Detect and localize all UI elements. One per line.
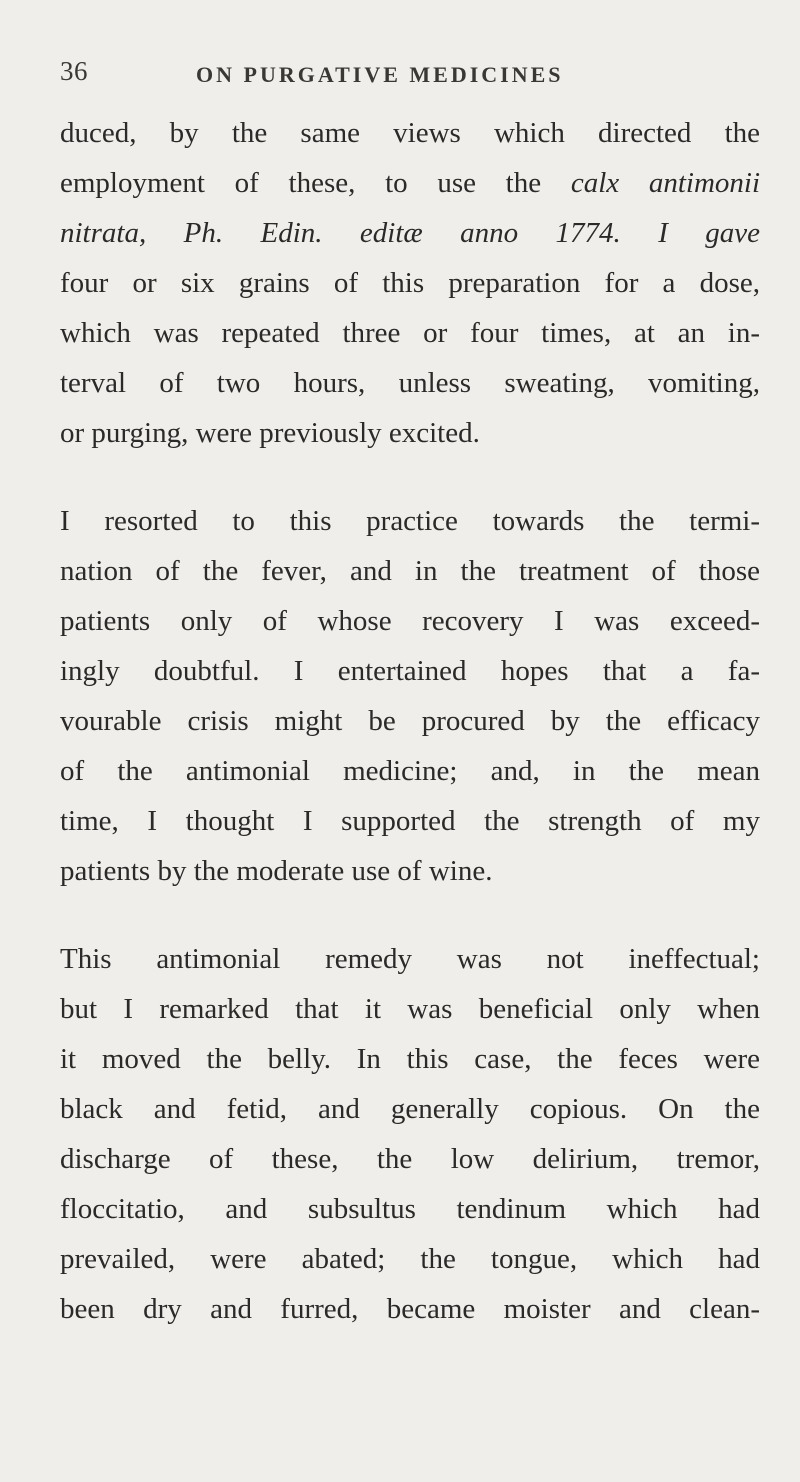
text-line: patients only of whose recovery I was exceed- [60,605,760,637]
paragraph-1 [60,108,760,458]
running-title: ON PURGATIVE MEDICINES [196,62,564,87]
italic-line: nitrata, Ph. Edin. editæ anno 1774. I gave [60,217,760,249]
text-line: prevailed, were abated; the tongue, which had [60,1243,760,1275]
page-number: 36 [60,56,88,86]
text-line-segment: employment of these, to use the [60,167,571,199]
text-line: black and fetid, and generally copious. On the [60,1093,760,1125]
text-line: floccitatio, and subsultus tendinum which had [60,1193,760,1225]
text-line: discharge of these, the low delirium, tremor, [60,1143,760,1175]
paragraph-3 [60,934,760,1334]
running-head [60,56,760,96]
text-line: time, I thought I supported the strength of my [60,805,760,837]
text-line: which was repeated three or four times, at an in- [60,317,760,349]
text-line: four or six grains of this preparation for a dose, [60,267,760,299]
text-line-italic-start [60,208,760,258]
text-line [60,158,760,208]
italic-phrase: calx antimonii [570,167,760,199]
text-line: of the antimonial medicine; and, in the mean [60,755,760,787]
text-line: patients by the moderate use of wine. [60,855,493,887]
text-line: ingly doubtful. I entertained hopes that a fa- [60,655,760,687]
text-line: but I remarked that it was beneficial only when [60,993,760,1025]
text-line: nation of the fever, and in the treatment of those [60,555,760,587]
text-line: it moved the belly. In this case, the feces were [60,1043,760,1075]
text-line: This antimonial remedy was not ineffectual; [60,943,760,975]
text-line: I resorted to this practice towards the termi- [60,505,760,537]
text-line: duced, by the same views which directed the [60,117,760,149]
paragraph-2 [60,496,760,896]
text-line: terval of two hours, unless sweating, vomiting, [60,367,760,399]
text-line: been dry and furred, became moister and clean- [60,1293,760,1325]
text-line: or purging, were previously excited. [60,417,480,449]
text-line: vourable crisis might be procured by the efficacy [60,705,760,737]
body-text [60,108,760,1334]
